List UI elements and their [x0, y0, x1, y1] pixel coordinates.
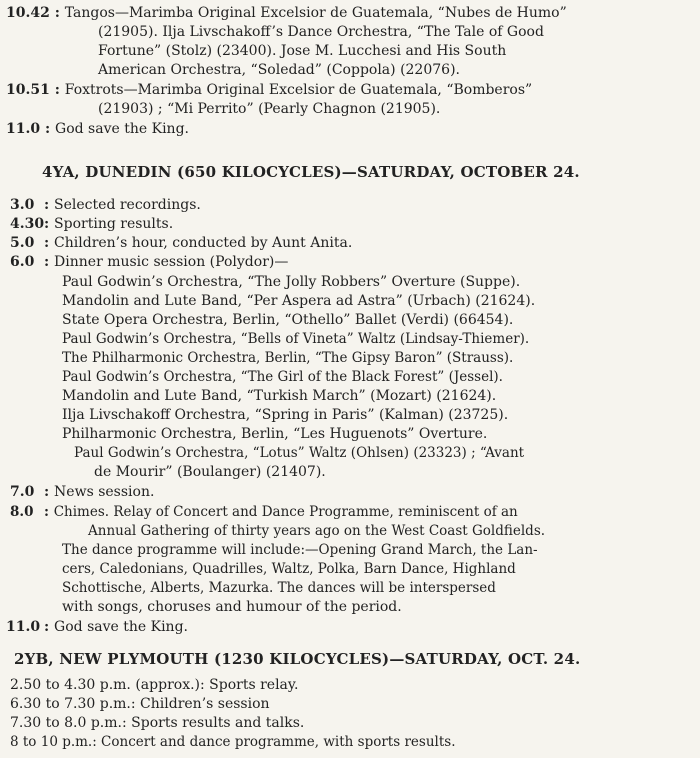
chimes-line: The dance programme will include:—Opening Grand March, the Lan-: [62, 542, 538, 558]
dinner-item: Paul Godwin’s Orchestra, “The Girl of the Black Forest” (Jessel).: [62, 369, 503, 385]
entry-time: 4.30: [10, 216, 45, 232]
entry-text: Foxtrots—Marimba Original Excelsior de Guatemala, “Bomberos”: [64, 82, 533, 98]
schedule-line: 2.50 to 4.30 p.m. (approx.): Sports relay.: [10, 677, 299, 693]
entry-line: (21905). Ilja Livschakoff’s Dance Orchestra, “The Tale of Good: [98, 24, 544, 40]
entry-time: 6.0: [10, 254, 35, 270]
entry-text: Sporting results.: [54, 216, 174, 232]
entry-time: 10.42: [6, 5, 50, 21]
section-heading-2yb: 2YB, NEW PLYMOUTH (1230 KILOCYCLES)—SATURDAY, OCT. 24.: [14, 650, 581, 668]
dinner-item: Paul Godwin’s Orchestra, “Lotus” Waltz (Ohlsen) (23323) ; “Avant: [74, 445, 525, 461]
chimes-line: cers, Caledonians, Quadrilles, Waltz, Polka, Barn Dance, Highland: [62, 561, 516, 577]
entry-text: Selected recordings.: [54, 197, 201, 213]
entry-time: 10.51: [6, 82, 50, 98]
entry-time: 7.0: [10, 484, 35, 500]
dinner-item: Philharmonic Orchestra, Berlin, “Les Huguenots” Overture.: [62, 426, 488, 442]
entry-5-0: 5.0 : Children’s hour, conducted by Aunt Anita.: [10, 235, 353, 251]
entry-text: Tangos—Marimba Original Excelsior de Guatemala, “Nubes de Humo”: [64, 5, 567, 21]
schedule-line: 8 to 10 p.m.: Concert and dance programme, with sports results.: [10, 734, 456, 750]
section-heading-4ya: 4YA, DUNEDIN (650 KILOCYCLES)—SATURDAY, OCTOBER 24.: [42, 163, 580, 181]
entry-time: 11.0: [6, 619, 41, 635]
entry-8-0: 8.0 : Chimes. Relay of Concert and Dance Programme, reminiscent of an: [10, 504, 518, 520]
entry-text: Children’s hour, conducted by Aunt Anita.: [54, 235, 353, 251]
dinner-item: Mandolin and Lute Band, “Per Aspera ad Astra” (Urbach) (21624).: [62, 293, 536, 309]
dinner-item: Mandolin and Lute Band, “Turkish March” (Mozart) (21624).: [62, 388, 497, 404]
dinner-item: The Philharmonic Orchestra, Berlin, “The Gipsy Baron” (Strauss).: [62, 350, 514, 366]
entry-line: Fortune” (Stolz) (23400). Jose M. Lucchesi and His South: [98, 43, 507, 59]
entry-7-0: 7.0 : News session.: [10, 484, 155, 500]
chimes-line: Schottische, Alberts, Mazurka. The dances will be interspersed: [62, 580, 496, 596]
dinner-item: Ilja Livschakoff Orchestra, “Spring in Paris” (Kalman) (23725).: [62, 407, 509, 423]
entry-text: God save the King.: [54, 619, 188, 635]
schedule-line: 6.30 to 7.30 p.m.: Children’s session: [10, 696, 270, 712]
dinner-item: State Opera Orchestra, Berlin, “Othello” Ballet (Verdi) (66454).: [62, 312, 514, 328]
entry-10-42: 10.42 : Tangos—Marimba Original Excelsior de Guatemala, “Nubes de Humo”: [6, 5, 567, 21]
entry-text: Dinner music session (Polydor)—: [54, 254, 289, 270]
entry-11-0: 11.0 : God save the King.: [6, 121, 189, 137]
entry-line: (21903) ; “Mi Perrito” (Pearly Chagnon (21905).: [98, 101, 441, 117]
entry-text: Chimes. Relay of Concert and Dance Programme, reminiscent of an: [53, 504, 518, 520]
entry-time: 8.0: [10, 504, 34, 520]
dinner-item: Paul Godwin’s Orchestra, “Bells of Vineta” Waltz (Lindsay-Thiemer).: [62, 331, 530, 347]
chimes-line: Annual Gathering of thirty years ago on the West Coast Goldfields.: [88, 523, 546, 539]
schedule-line: 7.30 to 8.0 p.m.: Sports results and talks.: [10, 715, 305, 731]
entry-text: News session.: [54, 484, 155, 500]
dinner-item: de Mourir” (Boulanger) (21407).: [94, 464, 326, 480]
entry-time: 5.0: [10, 235, 35, 251]
entry-3-0: 3.0 : Selected recordings.: [10, 197, 201, 213]
entry-11-0-4ya: 11.0 : God save the King.: [6, 619, 188, 635]
chimes-line: with songs, choruses and humour of the period.: [62, 599, 402, 615]
entry-line: American Orchestra, “Soledad” (Coppola) (22076).: [98, 62, 460, 78]
entry-10-51: 10.51 : Foxtrots—Marimba Original Excelsior de Guatemala, “Bomberos”: [6, 82, 533, 98]
entry-6-0: 6.0 : Dinner music session (Polydor)—: [10, 254, 289, 270]
dinner-item: Paul Godwin’s Orchestra, “The Jolly Robbers” Overture (Suppe).: [62, 274, 521, 290]
entry-4-30: 4.30: Sporting results.: [10, 216, 174, 232]
entry-text: God save the King.: [55, 121, 189, 137]
entry-time: 11.0: [6, 121, 41, 137]
entry-time: 3.0: [10, 197, 35, 213]
